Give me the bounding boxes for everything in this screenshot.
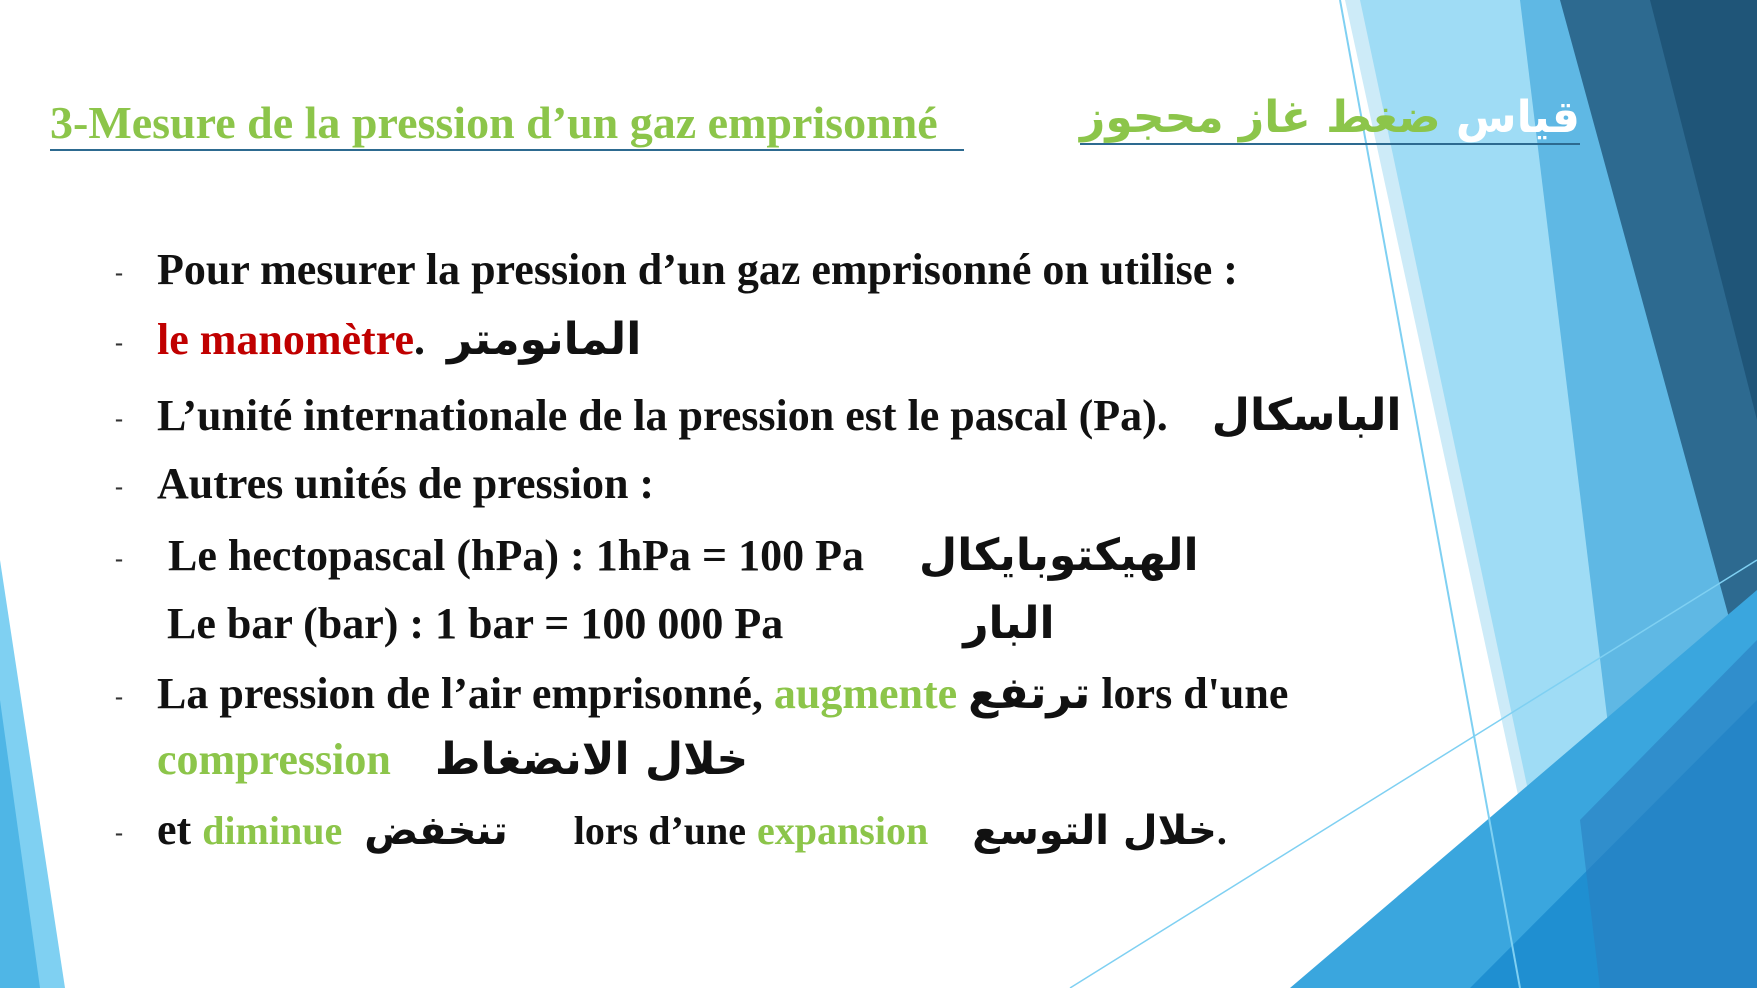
title-arabic [1080,92,1580,145]
title-french: 3-Mesure de la pression d’un gaz emprisonné [50,96,964,151]
bullet-1 [115,244,1238,295]
bullet-1-text: Pour mesurer la pression d’un gaz emprisonné on utilise : [157,245,1238,294]
slide-title [50,92,1650,166]
bullet-7-arabic2: خلال التوسع [972,808,1217,854]
bullet-dash: - [115,820,123,847]
bullet-3-arabic: الباسكال [1211,390,1402,441]
bullet-6 [115,668,1288,719]
bullet-2-dot: . [413,315,425,364]
bullet-5b [167,598,1055,649]
bullet-6b-arabic: خلال الانضغاط [434,734,749,785]
bullet-5b-text: Le bar (bar) : 1 bar = 100 000 Pa [167,599,784,648]
bullet-6-green: augmente [773,669,958,718]
bullet-4-text: Autres unités de pression : [157,459,655,508]
title-arabic-white: قياس [1440,92,1580,143]
title-arabic-green: ضغط غاز محجوز [1080,92,1441,143]
bullet-7-et: et [157,805,192,854]
bullet-6b [157,734,748,785]
bullet-5 [115,530,1199,581]
bullet-7 [115,804,1227,855]
bullet-dash: - [115,406,123,433]
bullet-7-end: . [1216,808,1227,853]
bullet-2-arabic: المانومتر [446,314,642,365]
bullet-dash: - [115,260,123,287]
bullet-dash: - [115,474,123,501]
bullet-4 [115,458,654,509]
bullet-5b-arabic: البار [963,598,1055,649]
bullet-dash: - [115,684,123,711]
bullet-3 [115,390,1401,441]
bullet-6-arabic: ترتفع [968,668,1091,719]
bullet-dash: - [115,546,123,573]
bullet-7-green1: diminue [202,808,343,853]
bullet-3-text: L’unité internationale de la pression est le pascal (Pa). [157,391,1168,440]
bullet-2 [115,314,641,365]
bullet-6-text2: lors d'une [1101,669,1289,718]
bullet-5-arabic: الهيكتوبايكال [919,530,1199,581]
bullet-7-green2: expansion [757,808,929,853]
bullet-6-text1: La pression de l’air emprisonné, [157,669,763,718]
bullet-5-text: Le hectopascal (hPa) : 1hPa = 100 Pa [168,531,865,580]
bullet-7-mid: lors d’une [573,808,747,853]
bullet-6b-green: compression [157,735,391,784]
bullet-2-red: le manomètre [157,315,414,364]
bullet-7-arabic1: تنخفض [364,808,508,854]
bullet-dash: - [115,330,123,357]
